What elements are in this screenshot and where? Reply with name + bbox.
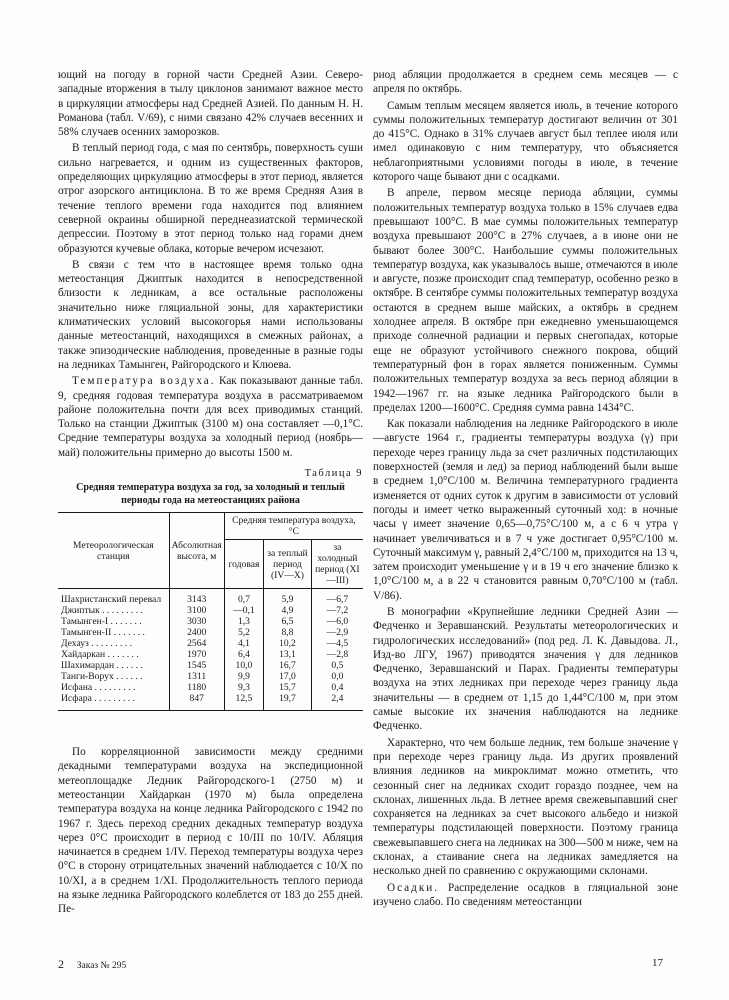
cell-station: Тамынген-II . . . . . . . bbox=[61, 627, 145, 639]
paragraph: Самым теплым месяцем является июль, в течение которого суммы положительных температур достигают величин от 301 до 415°С. Однако в 31% случаев август был теплее июля или имел одинаковую с ним температуру, что объясняется неблагоприятными условиями погоды в июле, в течение которого чаще бывают дни с осадками. bbox=[373, 99, 678, 184]
cell-warm: 16,7 bbox=[264, 660, 312, 671]
table-row bbox=[58, 605, 363, 616]
section-heading-temperature: Температура воздуха. bbox=[72, 375, 216, 388]
cell-cold: 2,4 bbox=[311, 693, 363, 711]
table-row bbox=[58, 660, 363, 671]
table-row bbox=[58, 616, 363, 627]
page-footer-signature bbox=[58, 957, 126, 972]
temperature-table bbox=[58, 512, 363, 711]
table-row bbox=[58, 693, 363, 711]
header-cold-period: за холодный период (XI—III) bbox=[311, 540, 363, 589]
cell-annual: —0,1 bbox=[224, 605, 263, 616]
cell-cold: —2,9 bbox=[311, 627, 363, 638]
cell-altitude: 1545 bbox=[169, 660, 224, 671]
paragraph-text: Как показывают данные табл. 9, средняя годовая температура воздуха в рассматриваемом районе положительна почти для всех приводимых станций. Только на станции Джиптык (3100 м) она составляет —0,1°С. Средние температуры воздуха за холодный период (ноябрь—май) положительны примерно до высоты 1500 м. bbox=[58, 375, 363, 459]
cell-warm: 19,7 bbox=[264, 693, 312, 711]
cell-station: Джиптык . . . . . . . . . bbox=[61, 605, 143, 617]
header-station: Метеорологическая станция bbox=[58, 513, 169, 589]
cell-warm: 8,8 bbox=[264, 627, 312, 638]
cell-warm: 13,1 bbox=[264, 649, 312, 660]
paragraph-text: Распределение осадков в гляциальной зоне изучено слабо. По сведениям метеостанции bbox=[373, 881, 678, 908]
cell-altitude: 2564 bbox=[169, 638, 224, 649]
cell-annual: 9,9 bbox=[224, 671, 263, 682]
cell-warm: 10,2 bbox=[264, 638, 312, 649]
cell-cold: —7,2 bbox=[311, 605, 363, 616]
cell-annual: 10,0 bbox=[224, 660, 263, 671]
cell-station: Исфана . . . . . . . . . bbox=[61, 682, 136, 694]
cell-annual: 12,5 bbox=[224, 693, 263, 711]
cell-warm: 6,5 bbox=[264, 616, 312, 627]
paragraph: Как показали наблюдения на леднике Райгородского в июле—августе 1964 г., градиенты температуры воздуха (γ) при переходе через границу льда за счет различных подстилающих поверхностей (земля и лед) за период наблюдений были выше в среднем 1,0°С/100 м. Величина температурного градиента изменяется от одних суток к другим в зависимости от условий погоды и имеет четко выраженный суточный ход: в ночные часы γ имеет значение 0,65—0,75°С/100 м, а с 6 ч утра γ начинает увеличиваться и в 7 ч уже достигает 0,95°С/100 м. Суточный максимум γ, равный 2,4°С/100 м, приходится на 13 ч, затем происходит уменьшение γ и в 19 ч его значение близко к 1,0°С/100 м, а в 22 ч становится равным 0,70°С/100 м (табл. V/86). bbox=[373, 418, 678, 602]
paragraph: По корреляционной зависимости между средними декадными температурами воздуха на экспедиционной метеоплощадке Ледник Райгородского-1 (2750 м) и метеостанции Хайдаркан (1970 м) была определена температура воздуха на конце ледника Райгородского с 1942 по 1967 г. Здесь переход средних декадных температур воздуха через 0°С происходит в период с 10/III по 10/IV. Абляция начинается в среднем 1/IV. Переход температуры воздуха через 0°С в сторону отрицательных значений наблюдается с 10/X по 10/XI, а в среднем 1/XI. Продолжительность теплого периода на языке ледника Райгородского колеблется от 183 до 255 дней. Пе- bbox=[58, 746, 363, 916]
cell-altitude: 3100 bbox=[169, 605, 224, 616]
cell-station: Исфара . . . . . . . . . bbox=[61, 693, 136, 705]
paragraph: В апреле, первом месяце периода абляции, суммы положительных температур воздуха только в 15% случаев едва превышают 100°С. В мае суммы положительных температур воздуха превышают 200°С в 27% случаев, а в июне они не бывают более 300°С. Наибольшие суммы положительных температур воздуха, как указывалось выше, отмечаются в июле и августе, позже происходит спад температур, особенно резко в октябре. В сентябре суммы положительных температур воздуха остаются в среднем выше майских, а октябрь в среднем холоднее апреля. В октябре при ежедневно уменьшающемся приходе солнечной радиации и первых снегопадах, которые еще не образуют устойчивого снежного покрова, общий температурный фон в горах является пониженным. Суммы положительных температур воздуха за весь период абляции в 1942—1967 гг. на языке ледника Райгородского были в пределах 1200—1600°С. Средняя сумма равна 1434°С. bbox=[373, 187, 678, 414]
cell-cold: 0,4 bbox=[311, 682, 363, 693]
header-warm-period: за теплый период (IV—X) bbox=[264, 540, 312, 589]
cell-altitude: 1180 bbox=[169, 682, 224, 693]
cell-annual: 5,2 bbox=[224, 627, 263, 638]
cell-altitude: 847 bbox=[169, 693, 224, 711]
cell-cold: 0,5 bbox=[311, 660, 363, 671]
paragraph: В связи с тем что в настоящее время только одна метеостанция Джиптык находится в непосредственной близости к ледникам, а все остальные расположены значительно ниже гляциальной зоны, для характеристики климатических условий высокогорья нами использованы данные метеостанций, находящихся в смежных районах, а также эпизодические наблюдения, проведенные в разные годы на ледниках Тамынген, Райгородского и Клюева. bbox=[58, 258, 363, 371]
paragraph: риод абляции продолжается в среднем семь месяцев — с апреля по октябрь. bbox=[373, 69, 678, 96]
cell-station: Тамынген-I . . . . . . . bbox=[61, 616, 142, 628]
cell-station: Шахимардан . . . . . . bbox=[61, 660, 143, 672]
cell-altitude: 1970 bbox=[169, 649, 224, 660]
order-number: Заказ № 295 bbox=[76, 961, 127, 971]
cell-annual: 1,3 bbox=[224, 616, 263, 627]
table-row bbox=[58, 682, 363, 693]
table-row bbox=[58, 638, 363, 649]
header-temperature-group: Средняя температура воздуха, °С bbox=[224, 513, 363, 540]
page-number: 17 bbox=[652, 957, 663, 969]
paragraph: Характерно, что чем больше ледник, тем больше значение γ при переходе через границу льда. Из других проявлений влияния ледников на микроклимат можно отметить, что сезонный снег на ледниках сходит гораздо позднее, чем на склонах, лишенных льда. В летнее время свежевыпавший снег сохраняется на ледниках за счет высокого альбедо и низкой температуры подстилающей поверхности. Поэтому граница свежевыпавшего снега на ледниках на 300—500 м ниже, чем на склонах, а стаивание снега на ледниках замедляется на несколько дней по сравнению с окружающими склонами. bbox=[373, 736, 678, 878]
section-heading-precipitation: Осадки. bbox=[387, 881, 440, 894]
signature-mark: 2 bbox=[58, 957, 64, 971]
cell-station: Танги-Ворух . . . . . . bbox=[61, 671, 143, 683]
paragraph: В монографии «Крупнейшие ледники Средней Азии — Федченко и Зеравшанский. Результаты метеорологических и гидрологических исследований» (под ред. Л. К. Давыдова. Л., Изд-во ЛГУ, 1967) приводятся значения γ для ледников Федченко, Зеравшанский и Парах. Градиенты температуры воздуха на этих ледниках при переходе через границу льда значительны — в среднем от 1,15 до 1,44°С/100 м, при этом самые высокие их значения наблюдаются на леднике Федченко. bbox=[373, 605, 678, 733]
left-column bbox=[58, 68, 363, 917]
cell-altitude: 1311 bbox=[169, 671, 224, 682]
cell-altitude: 3030 bbox=[169, 616, 224, 627]
header-annual: годовая bbox=[224, 540, 263, 589]
header-altitude: Абсолютная высота, м bbox=[169, 513, 224, 589]
cell-warm: 15,7 bbox=[264, 682, 312, 693]
cell-annual: 6,4 bbox=[224, 649, 263, 660]
table-row bbox=[58, 671, 363, 682]
cell-altitude: 2400 bbox=[169, 627, 224, 638]
cell-station: Хайдаркан . . . . . . . bbox=[61, 649, 139, 661]
table-title: Средняя температура воздуха за год, за холодный и теплый периоды года на метеостанциях района bbox=[76, 482, 345, 506]
paragraph: ющий на погоду в горной части Средней Азии. Северо-западные вторжения в тылу циклонов занимают важное место в циркуляции атмосферы над Средней Азией. По данным Н. Н. Романова (табл. V/69), с ними связано 42% случаев весенних и 58% случаев осенних заморозков. bbox=[58, 69, 363, 139]
paragraph bbox=[373, 881, 678, 910]
cell-annual: 9,3 bbox=[224, 682, 263, 693]
right-column bbox=[373, 68, 678, 909]
paragraph bbox=[58, 374, 363, 460]
cell-cold: —4,5 bbox=[311, 638, 363, 649]
cell-cold: —6,0 bbox=[311, 616, 363, 627]
cell-cold: 0,0 bbox=[311, 671, 363, 682]
cell-cold: —6,7 bbox=[311, 589, 363, 606]
cell-cold: —2,8 bbox=[311, 649, 363, 660]
cell-annual: 4,1 bbox=[224, 638, 263, 649]
cell-warm: 4,9 bbox=[264, 605, 312, 616]
cell-altitude: 3143 bbox=[169, 589, 224, 606]
cell-warm: 5,9 bbox=[264, 589, 312, 606]
table-row bbox=[58, 627, 363, 638]
paragraph: В теплый период года, с мая по сентябрь, поверхность суши сильно нагревается, и одним из существенных факторов, определяющих циркуляцию атмосферы в этот период, является отрог азорского антициклона. В то же время Средняя Азия в течение теплого времени года находится под влиянием северной окраины обширной переднеазиатской термической депрессии. Поэтому в этот период только над горами днем образуются кучевые облака, которые вечером исчезают. bbox=[58, 142, 363, 255]
table-row bbox=[58, 649, 363, 660]
cell-station: Шахристанский перевал bbox=[61, 594, 162, 606]
cell-station: Дехауз . . . . . . . . . bbox=[61, 638, 132, 650]
table-row bbox=[58, 589, 363, 606]
cell-warm: 17,0 bbox=[264, 671, 312, 682]
cell-annual: 0,7 bbox=[224, 589, 263, 606]
table-number: Таблица 9 bbox=[304, 468, 363, 480]
